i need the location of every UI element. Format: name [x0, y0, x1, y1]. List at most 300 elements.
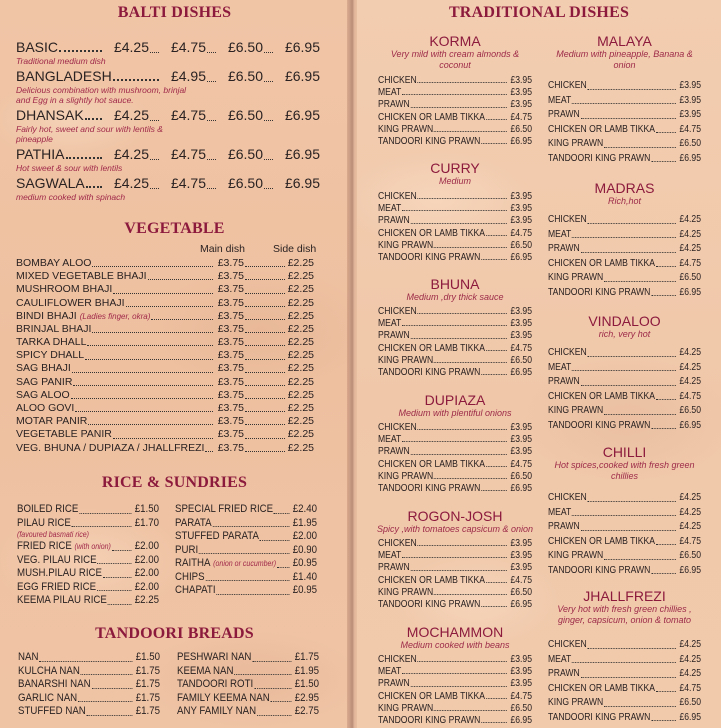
dot-leader: [245, 359, 285, 360]
list-inner: [18, 651, 160, 719]
vegetable-list: [16, 257, 314, 455]
dish-name: BHUNA: [430, 276, 480, 292]
side-price: £2.25: [287, 388, 314, 401]
dot-leader: [39, 661, 132, 662]
main-price: £3.75: [217, 428, 244, 441]
dish-item-prawn: [378, 677, 532, 689]
dish-items-madras: [548, 212, 701, 299]
dish-item-chicken: [378, 537, 532, 549]
dot-leader: [245, 411, 285, 412]
price: £3.95: [679, 108, 701, 120]
price: £3.95: [510, 652, 532, 665]
price: £4.25: [113, 107, 149, 123]
dot-leader: [486, 350, 507, 351]
item-name: MIXED VEGETABLE BHAJI: [16, 270, 147, 283]
price: £1.75: [135, 691, 160, 704]
item-name: KING PRAWN: [548, 137, 604, 149]
dish-korma: [370, 33, 540, 71]
dot-leader: [486, 698, 507, 699]
item-name: MEAT: [378, 665, 402, 678]
dish-name: MOCHAMMON: [406, 624, 504, 640]
dot-leader: [245, 332, 285, 333]
item-name: KULCHA NAN: [18, 664, 80, 677]
price: £3.95: [510, 561, 532, 574]
price: £3.95: [510, 536, 532, 549]
dot-leader: [73, 385, 213, 386]
dot-leader: [72, 526, 132, 527]
dot-leader: [78, 701, 133, 702]
balti-row: [16, 175, 320, 192]
price: £3.95: [510, 665, 532, 678]
item-name: CHICKEN OR LAMB TIKKA: [378, 226, 486, 239]
dish-name: CHILLI: [602, 444, 647, 460]
veg-item-brinjal-bhaji: [16, 323, 314, 336]
dish-item-chicken-or-lamb-tikka: [378, 111, 532, 123]
veg-item-tarka-dhall: [16, 336, 314, 349]
item-name: MEAT: [548, 360, 572, 373]
item-name: MEAT: [548, 227, 572, 240]
item-name: MOTAR PANIR: [16, 415, 88, 428]
item-name: SAG ALOO: [16, 388, 70, 401]
item-name: CHICKEN: [378, 304, 417, 317]
price: £6.95: [679, 285, 701, 298]
item-name: CAULIFLOWER BHAJI: [16, 296, 125, 309]
price: £4.75: [510, 457, 532, 470]
item-name: FAMILY KEEMA NAN: [177, 691, 270, 704]
price: £3.95: [510, 304, 532, 317]
price: £6.50: [510, 585, 532, 598]
list-item-veg-pilau-rice: [17, 554, 159, 568]
price: £6.50: [510, 122, 532, 135]
dish-item-chicken: [548, 637, 701, 652]
price: £6.50: [510, 238, 532, 251]
list-item-pilau-rice: [17, 517, 159, 531]
item-name: KING PRAWN: [378, 585, 434, 598]
veg-item-sag-bhaji: [16, 363, 314, 376]
dish-item-tandoori-king-prawn: [548, 285, 701, 300]
price: £2.75: [294, 705, 319, 717]
dot-leader: [581, 118, 676, 119]
dish-name: PATHIA: [16, 146, 65, 162]
price: £1.75: [135, 664, 160, 677]
dish-item-chicken: [378, 190, 532, 202]
side-price: £2.25: [287, 322, 314, 335]
price: £4.25: [113, 175, 149, 191]
list-item-any-family-nan: [177, 705, 319, 719]
price: £0.95: [292, 584, 317, 596]
item-name: STUFFED PARATA: [175, 530, 259, 542]
dot-leader: [411, 223, 507, 224]
item-name: PRAWN: [548, 375, 580, 387]
veg-item-spicy-dhall: [16, 349, 314, 362]
item-name: GARLIC NAN: [18, 691, 78, 704]
price: £6.95: [679, 151, 701, 164]
list-inner: [548, 212, 701, 299]
dish-item-chicken-or-lamb-tikka: [548, 256, 701, 271]
dot-leader: [264, 81, 273, 82]
price: £6.95: [510, 250, 532, 263]
dot-leader: [274, 513, 290, 514]
dot-leader: [651, 428, 675, 429]
dot-leader: [402, 210, 506, 211]
item-name: CHICKEN: [378, 420, 417, 433]
dish-bhuna: [370, 276, 540, 303]
price: £4.75: [510, 110, 532, 123]
dot-leader: [92, 266, 213, 267]
balti-row: [16, 107, 320, 124]
dot-leader: [103, 577, 132, 578]
item-name: MUSHROOM BHAJI: [16, 283, 113, 296]
price: £4.75: [510, 226, 532, 239]
item-name: MEAT: [548, 652, 572, 665]
list-inner: [177, 651, 319, 719]
list-item-banarshi-nan: [18, 678, 160, 692]
price: £3.95: [510, 329, 532, 342]
item-name: CHICKEN OR LAMB TIKKA: [378, 689, 486, 702]
dish-item-chicken: [378, 421, 532, 433]
dot-leader: [245, 438, 285, 439]
item-name: CHICKEN OR LAMB TIKKA: [548, 681, 656, 694]
item-name: TANDOORI ROTI: [177, 678, 254, 690]
dot-leader: [245, 266, 285, 267]
item-name: VEG. BHUNA / DUPIAZA / JHALLFREZI: [16, 441, 205, 454]
item-name: BINDI BHAJI: [16, 309, 77, 322]
item-name: EGG FRIED RICE: [17, 580, 97, 593]
dot-leader: [572, 662, 675, 663]
dish-item-meat: [548, 652, 701, 667]
price: £3.95: [679, 79, 701, 91]
dot-leader: [260, 540, 290, 541]
dot-leader: [604, 281, 676, 282]
dish-item-chicken-or-lamb-tikka: [548, 122, 701, 137]
side-price: £2.25: [287, 362, 314, 375]
item-name: NAN: [18, 651, 39, 663]
dish-item-tandoori-king-prawn: [378, 251, 532, 263]
dish-items-vindaloo: [548, 345, 701, 432]
item-name: SAG BHAJI: [16, 362, 71, 375]
dish-name: CURRY: [430, 160, 480, 176]
item-note: (onion or cucumber): [213, 559, 277, 568]
price: £6.95: [679, 563, 701, 576]
dish-curry: [370, 160, 540, 187]
item-name: PRAWN: [548, 520, 580, 532]
price: £4.25: [679, 491, 701, 503]
list-item-puri: [175, 544, 317, 558]
item-name: CHICKEN OR LAMB TIKKA: [548, 256, 656, 269]
dot-leader: [245, 319, 285, 320]
item-name: PRAWN: [378, 98, 410, 111]
dish-item-tandoori-king-prawn: [378, 482, 532, 494]
main-price: £3.75: [217, 283, 244, 296]
main-price: £3.75: [217, 322, 244, 335]
list-item-chips: [175, 571, 317, 585]
item-name: PRAWN: [378, 561, 410, 574]
item-name: MEAT: [378, 433, 402, 446]
rice-list-left: [17, 503, 159, 608]
dish-description: Rich,hot: [607, 196, 642, 206]
item-name: PRAWN: [548, 242, 580, 254]
main-price: £3.75: [217, 270, 244, 283]
item-name: CHAPATI: [175, 584, 216, 596]
dot-leader: [85, 118, 102, 120]
side-price: £2.25: [287, 375, 314, 388]
price: £2.00: [134, 567, 159, 579]
dish-description: Delicious combination with mushroom, brinjal and Egg in a slightly hot sauce.: [16, 85, 187, 105]
dot-leader: [207, 159, 216, 160]
item-name: CHICKEN: [548, 638, 587, 650]
side-price: £2.25: [287, 270, 314, 283]
price: £0.90: [292, 543, 317, 556]
dot-leader: [92, 332, 213, 333]
item-name: KING PRAWN: [378, 701, 434, 714]
veg-item-motar-panir: [16, 415, 314, 428]
list-item-family-keema-nan: [177, 692, 319, 706]
dot-leader: [434, 362, 507, 363]
price: £0.95: [292, 557, 317, 569]
price: £3.95: [510, 420, 532, 433]
dish-item-meat: [378, 317, 532, 329]
item-name: KING PRAWN: [378, 238, 434, 251]
balti-item-sagwala: [16, 175, 320, 202]
side-price: £2.25: [287, 349, 314, 362]
dish-item-king-prawn: [548, 695, 701, 710]
dish-description: Hot spices,cooked with fresh green chillies: [554, 460, 695, 481]
veg-item-sag-aloo: [16, 389, 314, 402]
list-item-garlic-nan: [18, 692, 160, 706]
dish-item-tandoori-king-prawn: [378, 598, 532, 610]
item-name: TANDOORI KING PRAWN: [378, 597, 481, 610]
main-dish-header: Main dish: [200, 243, 245, 255]
dish-item-chicken-or-lamb-tikka: [378, 458, 532, 470]
dish-item-king-prawn: [378, 702, 532, 714]
price: £4.75: [170, 107, 206, 123]
item-name: PRAWN: [378, 677, 410, 690]
item-name: MEAT: [378, 317, 402, 330]
dish-description: Very mild with cream almonds & coconut: [390, 49, 520, 70]
vegetable-title: VEGETABLE: [124, 220, 225, 237]
breads-list-left: [18, 651, 160, 719]
dish-item-prawn: [378, 214, 532, 226]
balti-list: [16, 39, 320, 204]
price: £2.00: [292, 530, 317, 542]
dot-leader: [75, 411, 213, 412]
dish-description: Medium with pineapple, Banana & onion: [556, 49, 693, 70]
price: £6.50: [510, 469, 532, 482]
dot-leader: [651, 161, 675, 162]
breads-list-right: [177, 651, 319, 719]
dish-jhallfrezi: [540, 588, 709, 626]
dish-name: DUPIAZA: [424, 392, 486, 408]
list-item-parata: [175, 517, 317, 531]
dot-leader: [588, 501, 676, 502]
price: £3.95: [510, 317, 532, 330]
price: £1.75: [135, 705, 160, 717]
item-name: STUFFED NAN: [18, 705, 86, 717]
item-name: PARATA: [175, 516, 212, 529]
dot-leader: [87, 715, 133, 716]
list-item-mush-pilau-rice: [17, 567, 159, 581]
item-name: PRAWN: [378, 214, 410, 227]
dot-leader: [148, 279, 213, 280]
item-name: TANDOORI KING PRAWN: [378, 250, 481, 263]
price: £4.75: [679, 256, 701, 269]
dot-leader: [581, 677, 676, 678]
item-note: (favoured basmati rice): [17, 530, 89, 539]
main-price: £3.75: [217, 388, 244, 401]
item-name: FRIED RICE: [17, 540, 72, 552]
item-name: TANDOORI KING PRAWN: [378, 713, 481, 726]
dish-description: Hot sweet & sour with lentils: [16, 163, 123, 173]
price: £3.95: [510, 433, 532, 446]
item-name: SAG PANIR: [16, 375, 73, 388]
item-name: TANDOORI KING PRAWN: [378, 134, 481, 147]
item-note: (with onion): [74, 542, 111, 551]
item-name: BOILED RICE: [17, 503, 79, 515]
dot-leader: [402, 557, 506, 558]
dot-leader: [245, 345, 285, 346]
dot-leader: [486, 119, 507, 120]
item-name: ALOO GOVI: [16, 402, 75, 415]
dot-leader: [481, 143, 506, 144]
dot-leader: [271, 701, 292, 702]
dot-leader: [486, 466, 507, 467]
dot-leader: [604, 414, 676, 415]
price: £2.40: [292, 503, 317, 515]
list-inner: [378, 74, 532, 147]
price: £3.95: [510, 189, 532, 202]
item-name: KING PRAWN: [378, 469, 434, 482]
dish-description: Medium: [438, 176, 471, 186]
price: £6.50: [227, 68, 263, 84]
dish-item-meat: [378, 665, 532, 677]
dot-leader: [207, 81, 216, 82]
dot-leader: [199, 553, 290, 554]
price: £6.95: [679, 418, 701, 431]
dot-leader: [113, 438, 213, 439]
dish-item-prawn: [548, 666, 701, 681]
dot-leader: [588, 89, 676, 90]
dot-leader: [481, 722, 506, 723]
dot-leader: [434, 247, 507, 248]
dish-item-tandoori-king-prawn: [548, 563, 701, 578]
dish-item-chicken-or-lamb-tikka: [378, 227, 532, 239]
dot-leader: [207, 120, 216, 121]
dish-description: Medium with plentiful onions: [398, 408, 512, 418]
dish-item-prawn: [548, 374, 701, 389]
main-price: £3.75: [217, 256, 244, 269]
dish-item-king-prawn: [548, 403, 701, 418]
list-inner: [378, 537, 532, 610]
dot-leader: [150, 120, 159, 121]
item-name: MUSH.PILAU RICE: [17, 567, 102, 579]
item-name: KING PRAWN: [378, 122, 434, 135]
dot-leader: [126, 306, 213, 307]
dish-item-chicken: [548, 490, 701, 505]
dish-madras: [540, 180, 709, 207]
item-name: TANDOORI KING PRAWN: [548, 418, 651, 431]
item-name: PESHWARI NAN: [177, 651, 252, 663]
price: £6.50: [679, 404, 701, 416]
price: £2.00: [134, 553, 159, 566]
dish-item-chicken-or-lamb-tikka: [378, 574, 532, 586]
dot-leader: [151, 319, 213, 320]
dot-leader: [92, 688, 133, 689]
dish-item-tandoori-king-prawn: [378, 135, 532, 147]
dot-leader: [572, 515, 675, 516]
price: £2.00: [134, 540, 159, 552]
dot-leader: [212, 526, 289, 527]
price: £3.95: [679, 93, 701, 106]
veg-item-cauliflower-bhaji: [16, 297, 314, 310]
dot-leader: [656, 266, 676, 267]
item-note: (Ladies finger, okra): [79, 311, 151, 321]
price: £2.95: [294, 691, 319, 704]
price: £3.95: [510, 73, 532, 86]
dish-item-chicken-or-lamb-tikka: [548, 681, 701, 696]
veg-item-mushroom-bhaji: [16, 283, 314, 296]
item-name: KING PRAWN: [378, 353, 434, 366]
dish-items-mochammon: [378, 653, 532, 726]
dot-leader: [588, 223, 676, 224]
item-name: CHICKEN OR LAMB TIKKA: [378, 341, 486, 354]
price: £6.95: [284, 146, 320, 162]
item-name: KING PRAWN: [548, 696, 604, 708]
breads-title: TANDOORI BREADS: [95, 625, 254, 642]
list-item-tandoori-roti: [177, 678, 319, 692]
dish-chilli: [540, 444, 709, 482]
dish-description: Very hot with fresh green chillies , ginger, capsicum, onion & tomato: [557, 604, 692, 625]
dish-item-meat: [548, 93, 701, 108]
dish-item-king-prawn: [378, 586, 532, 598]
item-name: KEEMA NAN: [177, 664, 234, 677]
veg-item-vegetable-panir: [16, 428, 314, 441]
item-name: BRINJAL BHAJI: [16, 322, 92, 335]
side-price: £2.25: [287, 296, 314, 309]
item-name: CHICKEN: [548, 79, 587, 91]
price: £4.25: [679, 360, 701, 373]
list-inner: [175, 503, 317, 598]
dish-item-meat: [378, 549, 532, 561]
dish-item-meat: [378, 86, 532, 98]
dot-leader: [88, 424, 213, 425]
item-name: PILAU RICE: [17, 516, 71, 529]
item-name: MEAT: [548, 505, 572, 518]
dot-leader: [207, 52, 216, 53]
dish-item-tandoori-king-prawn: [378, 714, 532, 726]
main-price: £3.75: [217, 349, 244, 362]
item-name: MEAT: [378, 86, 402, 99]
veg-item-bindi-bhaji: [16, 310, 314, 323]
dot-leader: [402, 325, 506, 326]
price: £6.95: [284, 175, 320, 191]
list-inner: [378, 190, 532, 263]
dish-item-prawn: [378, 561, 532, 573]
dot-leader: [87, 345, 213, 346]
price: £4.25: [679, 375, 701, 387]
price: £4.25: [113, 146, 149, 162]
dish-item-tandoori-king-prawn: [378, 366, 532, 378]
item-name: KEEMA PILAU RICE: [17, 594, 107, 606]
item-name: KING PRAWN: [548, 271, 604, 283]
dish-item-king-prawn: [548, 136, 701, 151]
dot-leader: [411, 454, 507, 455]
item-name: SPICY DHALL: [16, 349, 85, 362]
dish-item-chicken: [548, 345, 701, 360]
item-name: CHICKEN: [378, 73, 417, 86]
item-name: TARKA DHALL: [16, 336, 87, 349]
price: £6.50: [679, 271, 701, 283]
dish-description: rich, very hot: [598, 329, 651, 339]
